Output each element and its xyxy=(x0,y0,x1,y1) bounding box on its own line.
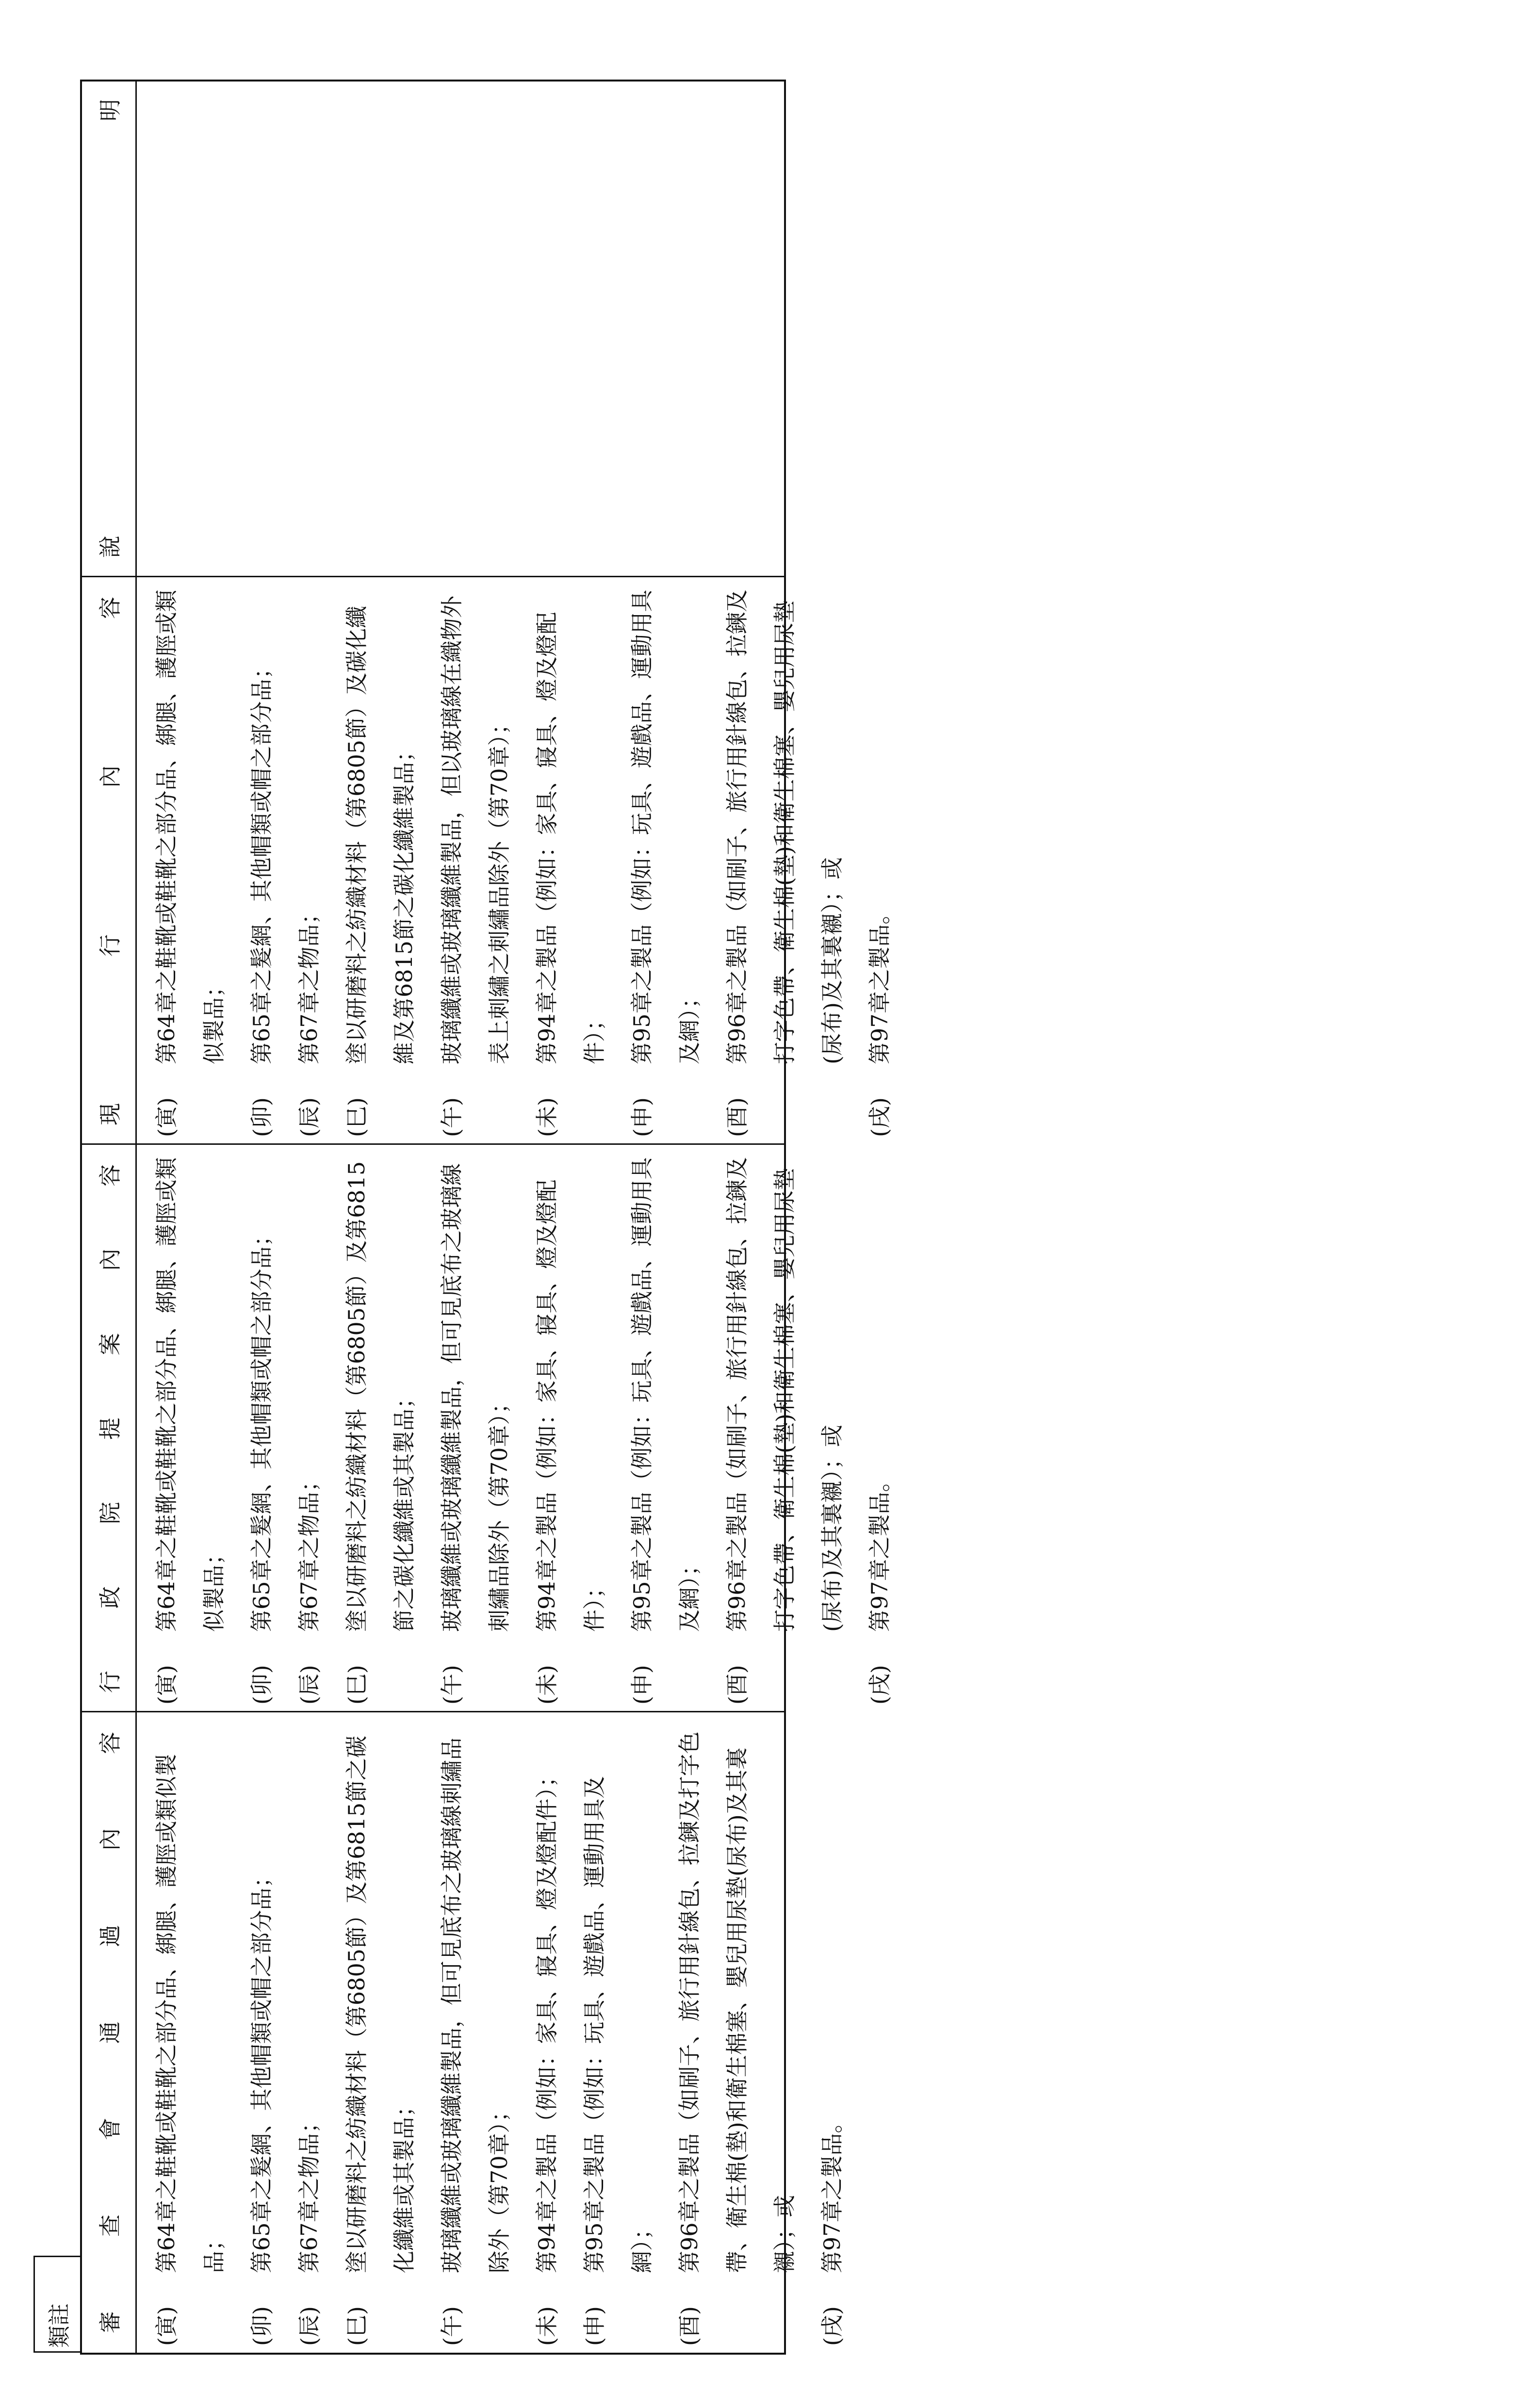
item-marker: (未) xyxy=(534,1097,560,1137)
item-marker: (巳) xyxy=(343,1097,370,1137)
passed-content-column xyxy=(138,1722,856,2353)
list-item xyxy=(713,1154,856,1705)
item-text: 第95章之製品（例如：玩具、遊戲品、運動用具及網）； xyxy=(581,1776,655,2273)
item-text: 第65章之髮網、其他帽類或帽之部分品； xyxy=(248,1865,275,2273)
item-marker: (戌) xyxy=(819,2306,845,2346)
column-divider xyxy=(82,576,784,577)
list-item xyxy=(666,1722,808,2346)
current-content-column xyxy=(138,586,903,1144)
item-text: 第96章之製品（如刷子、旅行用針線包、拉鍊及打字色帶、衛生棉(墊)和衛生棉塞、嬰兒用尿墊(尿布)及其裏襯）；或 xyxy=(724,1157,845,1632)
comparison-table xyxy=(46,80,893,2355)
item-marker: (午) xyxy=(439,2306,465,2346)
item-marker: (寅) xyxy=(153,1665,180,1705)
header-char: 容 xyxy=(97,1164,123,1187)
list-item xyxy=(333,1154,428,1705)
item-text: 玻璃纖維或玻璃纖維製品，但可見底布之玻璃線刺繡品除外（第70章）； xyxy=(439,1738,512,2273)
item-text: 第67章之物品； xyxy=(296,902,322,1064)
item-marker: (寅) xyxy=(153,1097,180,1137)
chapter-note-label: 類註 xyxy=(46,2303,72,2348)
item-marker: (戌) xyxy=(867,1097,893,1137)
header-char: 容 xyxy=(97,1732,123,1754)
header-char: 通 xyxy=(97,2021,123,2044)
list-item xyxy=(856,1154,903,1705)
list-item xyxy=(285,1722,333,2346)
item-text: 第94章之製品（例如：家具、寢具、燈及燈配件）； xyxy=(534,1179,607,1632)
item-text: 第65章之髮網、其他帽類或帽之部分品； xyxy=(248,656,275,1064)
item-text: 塗以研磨料之紡織材料（第6805節）及第6815節之碳化纖維或其製品； xyxy=(343,1735,417,2273)
item-marker: (申) xyxy=(629,1097,655,1137)
item-marker: (卯) xyxy=(248,2306,275,2346)
header-passed-content xyxy=(82,1712,135,2353)
header-current-content xyxy=(82,577,135,1145)
item-marker: (申) xyxy=(581,2306,607,2346)
item-text: 第97章之製品。 xyxy=(867,902,893,1064)
item-text: 第97章之製品。 xyxy=(867,1469,893,1632)
item-text: 塗以研磨料之紡織材料（第6805節）及碳化纖維及第6815節之碳化纖維製品； xyxy=(343,605,417,1064)
item-marker: (巳) xyxy=(343,2306,370,2346)
item-text: 玻璃纖維或玻璃纖維製品，但以玻璃線在織物外表上刺繡之刺繡品除外（第70章）； xyxy=(439,596,512,1064)
header-char: 審 xyxy=(97,2311,123,2333)
header-char: 過 xyxy=(97,1925,123,1947)
item-text: 第64章之鞋靴或鞋靴之部分品、綁腿、護脛或類似製品； xyxy=(153,1157,227,1632)
list-item xyxy=(333,586,428,1137)
item-marker: (酉) xyxy=(676,2306,703,2346)
item-text: 第67章之物品； xyxy=(296,2111,322,2273)
header-char: 明 xyxy=(97,99,123,121)
list-item xyxy=(285,1154,333,1705)
item-text: 玻璃纖維或玻璃纖維製品，但可見底布之玻璃線刺繡品除外（第70章）； xyxy=(439,1163,512,1632)
header-char: 案 xyxy=(97,1333,123,1355)
item-marker: (卯) xyxy=(248,1665,275,1705)
list-item xyxy=(285,586,333,1137)
list-item xyxy=(143,1722,238,2346)
list-item xyxy=(713,586,856,1137)
list-item xyxy=(143,1154,238,1705)
item-marker: (午) xyxy=(439,1097,465,1137)
list-item xyxy=(428,1154,523,1705)
item-text: 第64章之鞋靴或鞋靴之部分品、綁腿、護脛或類似製品； xyxy=(153,589,227,1064)
item-marker: (辰) xyxy=(296,1097,322,1137)
list-item xyxy=(618,586,713,1137)
item-text: 塗以研磨料之紡織材料（第6805節）及第6815節之碳化纖維或其製品； xyxy=(343,1161,417,1632)
list-item xyxy=(808,1722,856,2346)
list-item xyxy=(856,586,903,1137)
item-marker: (卯) xyxy=(248,1097,275,1137)
header-char: 院 xyxy=(97,1502,123,1524)
item-text: 第96章之製品（如刷子、旅行用針線包、拉鍊及打字色帶、衛生棉(墊)和衛生棉塞、嬰兒用尿墊(尿布)及其裏襯）；或 xyxy=(724,589,845,1064)
item-marker: (酉) xyxy=(724,1097,750,1137)
list-item xyxy=(143,586,238,1137)
header-char: 現 xyxy=(97,1103,123,1125)
header-char: 政 xyxy=(97,1586,123,1609)
item-marker: (酉) xyxy=(724,1665,750,1705)
header-char: 行 xyxy=(97,934,123,957)
header-char: 容 xyxy=(97,597,123,619)
item-marker: (未) xyxy=(534,2306,560,2346)
item-text: 第65章之髮網、其他帽類或帽之部分品； xyxy=(248,1224,275,1632)
list-item xyxy=(238,586,285,1137)
item-marker: (辰) xyxy=(296,2306,322,2346)
header-explanation xyxy=(82,80,135,577)
item-marker: (申) xyxy=(629,1665,655,1705)
item-text: 第94章之製品（例如：家具、寢具、燈及燈配件）； xyxy=(534,1765,560,2273)
item-text: 第95章之製品（例如：玩具、遊戲品、運動用具及網）； xyxy=(629,589,703,1064)
header-char: 說 xyxy=(97,536,123,558)
item-marker: (巳) xyxy=(343,1665,370,1705)
header-proposed-content xyxy=(82,1145,135,1712)
list-item xyxy=(523,586,618,1137)
header-char: 提 xyxy=(97,1417,123,1440)
item-marker: (戌) xyxy=(867,1665,893,1705)
list-item xyxy=(523,1154,618,1705)
item-text: 第67章之物品； xyxy=(296,1469,322,1632)
list-item xyxy=(333,1722,428,2346)
item-text: 第97章之製品。 xyxy=(819,2111,845,2273)
proposed-content-column xyxy=(138,1154,903,1711)
header-char: 內 xyxy=(97,1828,123,1851)
list-item xyxy=(618,1154,713,1705)
header-char: 內 xyxy=(97,765,123,788)
header-char: 會 xyxy=(97,2118,123,2140)
list-item xyxy=(238,1722,285,2346)
item-text: 第96章之製品（如刷子、旅行用針線包、拉鍊及打字色帶、衛生棉(墊)和衛生棉塞、嬰兒用尿墊(尿布)及其裏襯）；或 xyxy=(676,1731,798,2273)
item-text: 第94章之製品（例如：家具、寢具、燈及燈配件）； xyxy=(534,612,607,1064)
header-char: 查 xyxy=(97,2214,123,2237)
item-text: 第64章之鞋靴或鞋靴之部分品、綁腿、護脛或類似製品； xyxy=(153,1754,227,2273)
list-item xyxy=(571,1722,666,2346)
item-marker: (辰) xyxy=(296,1665,322,1705)
item-marker: (寅) xyxy=(153,2306,180,2346)
header-char: 行 xyxy=(97,1671,123,1693)
header-char: 內 xyxy=(97,1249,123,1271)
item-text: 第95章之製品（例如：玩具、遊戲品、運動用具及網）； xyxy=(629,1157,703,1632)
list-item xyxy=(523,1722,571,2346)
explanation-column xyxy=(138,86,143,576)
list-item xyxy=(428,1722,523,2346)
item-marker: (午) xyxy=(439,1665,465,1705)
list-item xyxy=(238,1154,285,1705)
list-item xyxy=(428,586,523,1137)
item-marker: (未) xyxy=(534,1665,560,1705)
header-divider xyxy=(135,81,137,2353)
